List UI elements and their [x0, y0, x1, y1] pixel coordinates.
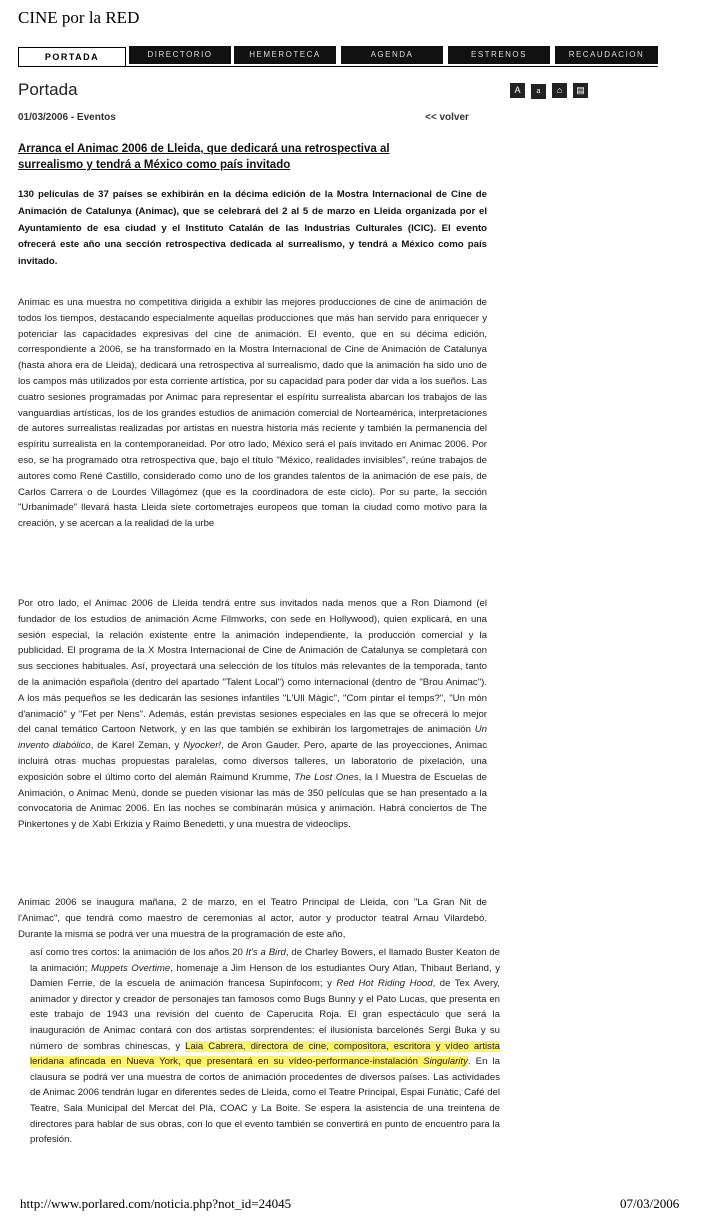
article-lead: 130 películas de 37 países se exhibirán en la décima edición de la Mostra Internacional de Cine de Animación de Catalunya (Animac), que se celebrará del 2 al 5 de marzo en Lleida organizada por el Ayuntamiento de esa ciudad y el Instituto Catalán de las Industrias Culturales (ICIC). El evento ofrecerá este año una sección retrospectiva dedicada al surrealismo, y tendrá a México como país invitado. [18, 189, 487, 268]
tab-directorio[interactable]: DIRECTORIO [129, 46, 231, 64]
film-title: It's a Bird [245, 947, 286, 958]
main-nav [18, 46, 658, 68]
article-meta: 01/03/2006 - Eventos [18, 112, 116, 123]
text-run: , de Tex Avery, animador y director y creador de personajes tan famosos como Bugs Bunny y el Pato Lucas, que presenta en este trabajo de 1943 una revisión del cuento de Caperucita Roja. El gran espectáculo que será la inauguración de Animac contará con dos artistas sorprendentes: el ilusionista barcelonés Sergi Buka y su número de sombras chinescas, y [30, 978, 500, 1052]
site-title: CINE por la RED [18, 8, 140, 27]
text-run: , homenaje a Jim Henson de los estudiantes Oury Atlan, Thibaut Berland, y Damien Ferrie, de la escuela de animación francesa Supinfocom; y [30, 962, 500, 990]
text-run: . En la clausura se podrá ver una muestra de cortos de animación procedentes de diversos países. Las actividades de Animac 2006 tendrán lugar en diferentes sedes de Lleida, como el Teatre Principal, Espai Funàtic, Café del Teatre, Sala Municipal del Mercat del Plà, COAC y La Boite. Se espera la asistencia de una treintena de directores para hablar de sus obras, con lo que el evento también se convertirá en punto de encuentro para la profesión. [30, 1056, 501, 1146]
page-title: Portada [18, 80, 78, 99]
back-link[interactable]: << volver [425, 112, 469, 123]
text-run: , de Aron Gauder. Pero, aparte de las proyecciones, Animac incluirá otras muchas propuestas paralelas, como diversos talleres, un laboratorio de pixelación, una exposición sobre el último corto del alemán Raimund Krumme, [18, 740, 487, 783]
text-run: , la I Muestra de Escuelas de Animación, o Animac Menú, donde se pueden visionar las más de 350 películas que se han presentado a la convocatoria de Animac 2006. En las noches se combinarán música y animación. Habrá conciertos de The Pinkertones y de Xabi Erkizia y Raimo Benedetti, y una muestra de videoclips. [18, 771, 487, 831]
tab-hemeroteca[interactable]: HEMEROTECA [234, 46, 336, 64]
film-title: Red Hot Riding Hood [336, 978, 433, 990]
work-title: Singularity [423, 1056, 468, 1068]
font-larger-icon[interactable]: A [510, 83, 525, 98]
text-run: , de Charley Bowers, el llamado Buster Keaton de la animación; [30, 947, 501, 974]
home-icon[interactable]: ⌂ [552, 83, 567, 98]
tab-recaudacion[interactable]: RECAUDACION [555, 46, 658, 64]
text-run: así como tres cortos: la animación de los años 20 [30, 947, 246, 958]
text-run: , de Karel Zeman, y [90, 740, 184, 752]
article-toolbar [510, 80, 594, 99]
text-run: Laia Cabrera, directora de cine, compositora, escritora y vídeo artista leridana afincada en Nueva York, que presentará en su vídeo-performance-instalación [30, 1040, 500, 1068]
article-paragraph-2 [18, 596, 487, 833]
tab-portada[interactable]: PORTADA [18, 47, 126, 67]
article-paragraph-3: Animac 2006 se inaugura mañana, 2 de marzo, en el Teatro Principal de Lleida, con "La Gran Nit de l'Animac", que tendrá como maestro de ceremonias al actor, autor y productor teatral Arnau Vilardebó. Durante la misma se podrá ver una muestra de la programación de este año, [18, 897, 487, 940]
film-title: Nyocker! [183, 740, 222, 752]
article-paragraph-4 [30, 945, 500, 1148]
tab-agenda[interactable]: AGENDA [341, 46, 443, 64]
film-title: Muppets Overtime [90, 962, 171, 974]
footer-url: http://www.porlared.com/noticia.php?not_id=24045 [20, 1196, 292, 1211]
tab-estrenos[interactable]: ESTRENOS [448, 46, 550, 64]
text-run: Por otro lado, el Animac 2006 de Lleida tendrá entre sus invitados nada menos que a Ron Diamond (el fundador de los estudios de animación Acme Filmworks, con sede en Hollywood), quien explicará, en una sesión especial, la relación existente entre la animación independiente, la producción comercial y la publicidad. El programa de la X Mostra Internacional de Cine de Animación de Catalunya se completará con sus secciones habituales. Así, proyectará una selección de los títulos más relevantes de la temporada, tanto de la animación española (dentro del apartado "Talent Local") como internacional (dentro de "Brou Animac"). A los más pequeños se les dedicarán las sesiones infantiles "L'Ull Màgic", "Com pintar el temps?", "Un món d'animació" y "Fet per Nens". Además, están previstas sesiones especiales en las que se ofrecerá lo mejor del canal temático Cartoon Network, y en las que también se exhibirán los largometrajes de animación [18, 598, 487, 736]
article-headline: Arranca el Animac 2006 de Lleida, que dedicará una retrospectiva al surrealismo y tendrá a México como país invitado [18, 143, 390, 171]
nav-divider [18, 66, 658, 67]
print-icon[interactable]: ▤ [573, 83, 588, 98]
footer-date: 07/03/2006 [620, 1196, 680, 1211]
film-title: Un invento diabólico [18, 724, 487, 752]
film-title: The Lost Ones [294, 771, 359, 783]
font-smaller-icon[interactable]: a [531, 84, 546, 99]
article-paragraph-1: Animac es una muestra no competitiva dirigida a exhibir las mejores producciones de cine de animación de todos los tiempos, destacando especialmente aquellas producciones que más han servido para enriquecer y potenciar las capacidades expresivas del cine de animación. El evento, que en su décima edición, correspondiente a 2006, se ha transformado en la Mostra Internacional de Cine de Animación de Catalunya (hasta ahora era de Lleida), dedicará una retrospectiva al surrealismo, dado que la animación ha sido uno de los campos más utilizados por esta corriente artística, por su capacidad para poder dar vida a los sueños. Las cuatro sesiones programadas por Animac para representar el espíritu surrealista abarcan los trabajos de las vanguardias artísticas, los de los grandes estudios de animación comercial de Norteamérica, interpretaciones de autores surrealistas realizadas por artistas en nuestra historia más reciente y también la permanencia del espíritu surrealista en la contemporaneidad. Por otro lado, México será el país invitado en Animac 2006. Por eso, se ha programado otra retrospectiva que, bajo el título "México, realidades invisibles", reúne trabajos de autores como René Castillo, considerado como uno de los grandes talentos de la animación de ese país, de Carlos Carrera o de Lourdes Villagómez (que es la coordinadora de este ciclo). Por su parte, la sección "Urbanimade" llevará hasta Lleida siete cortometrajes europeos que toman la ciudad como motivo para la creación, y se acercan a la realidad de la urbe [18, 297, 487, 530]
